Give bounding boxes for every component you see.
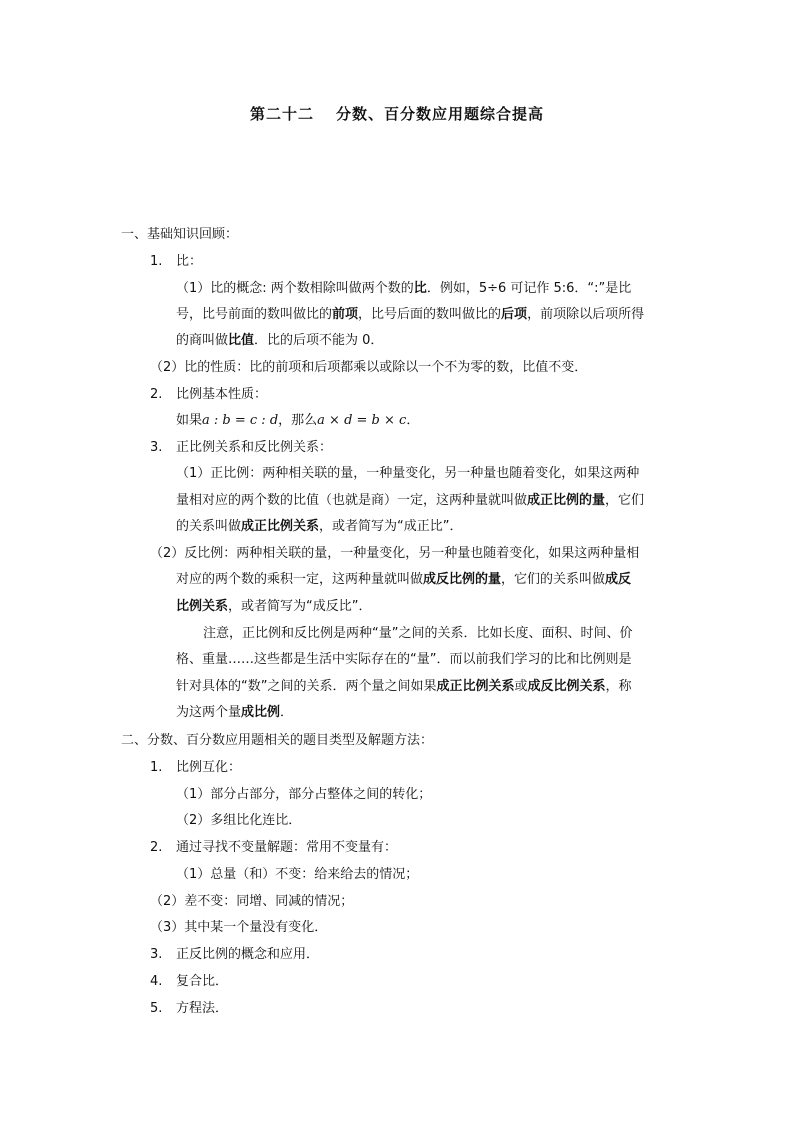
- term-ratio-value: 比值: [228, 333, 255, 348]
- s2-item2-sub1: （1）总量（和）不变：给来给去的情况；: [176, 867, 419, 882]
- formula-condition: a : b = c : d: [202, 413, 279, 428]
- page-title: [0, 103, 794, 124]
- direct-proportion-line2: 量相对应的两个数的比值（也就是商）一定，这两种量就叫做成正比例的量，它们: [176, 493, 645, 508]
- s2-item1-sub2: （2）多组比化连比．: [176, 813, 302, 828]
- proportion-formula: 如果a : b = c : d，那么a × d = b × c．: [176, 413, 420, 428]
- s2-item5: 5. 方程法．: [150, 1001, 229, 1016]
- s1-item3-heading: 3. 正比例关系和反比例关系：: [150, 440, 333, 455]
- s1-item2-heading: 2. 比例基本性质：: [150, 387, 268, 402]
- s1-item1-number: 1.: [150, 254, 163, 269]
- note-line3: 针对具体的“数”之间的关系．两个量之间如果成正比例关系或成反比例关系，称: [176, 679, 632, 694]
- ratio-property: （2）比的性质：比的前项和后项都乘以或除以一个不为零的数，比值不变．: [150, 360, 588, 375]
- note-line2: 格、重量……这些都是生活中实际存在的“量”．而以前我们学习的比和比例则是: [176, 652, 632, 667]
- s2-item1-heading: 1. 比例互化：: [150, 760, 242, 775]
- title-topic: 分数、百分数应用题综合提高: [336, 105, 545, 123]
- s2-item3: 3. 正反比例的概念和应用．: [150, 947, 320, 962]
- ratio-concept-line1: （1）比的概念: 两个数相除叫做两个数的比．例如，5÷6 可记作 5:6．“:”是比: [176, 281, 632, 296]
- s2-item2-sub2: （2）差不变：同增、同减的情况；: [150, 894, 354, 909]
- term-antecedent: 前项: [332, 307, 359, 322]
- s1-item1-label: 比：: [176, 254, 203, 269]
- note-line1: 注意，正比例和反比例是两种“量”之间的关系．比如长度、面积、时间、价: [203, 626, 633, 641]
- s1-item1-heading: [150, 252, 202, 272]
- term-ratio: 比: [413, 281, 427, 296]
- term-consequent: 后项: [501, 307, 528, 322]
- note-line4: 为这两个量成比例．: [176, 705, 294, 720]
- s2-item2-heading: 2. 通过寻找不变量解题：常用不变量有：: [150, 840, 398, 855]
- ratio-concept-line3: 的商叫做比值．比的后项不能为 0．: [176, 333, 384, 348]
- section1-heading: 一、基础知识回顾：: [121, 227, 239, 242]
- ratio-concept-line2: 号，比号前面的数叫做比的前项，比号后面的数叫做比的后项，前项除以后项所得: [176, 307, 645, 322]
- section2-heading: 二、分数、百分数应用题相关的题目类型及解题方法：: [121, 733, 434, 748]
- s2-item2-sub3: （3）其中某一个量没有变化．: [150, 920, 328, 935]
- s2-item4: 4. 复合比．: [150, 974, 229, 989]
- title-chapter: 第二十二: [249, 105, 314, 123]
- inverse-proportion-line3: 比例关系，或者简写为“成反比”．: [176, 599, 372, 614]
- formula-result: a × d = b × c: [317, 413, 407, 428]
- s2-item1-sub1: （1）部分占部分，部分占整体之间的转化；: [176, 787, 432, 802]
- direct-proportion-line1: （1）正比例：两种相关联的量，一种量变化，另一种量也随着变化，如果这两种: [176, 466, 640, 481]
- inverse-proportion-line1: （2）反比例：两种相关联的量，一种量变化，另一种量也随着变化，如果这两种量相: [150, 546, 640, 561]
- inverse-proportion-line2: 对应的两个数的乘积一定，这两种量就叫做成反比例的量，它们的关系叫做成反: [176, 572, 632, 587]
- direct-proportion-line3: 的关系叫做成正比例关系，或者简写为“成正比”．: [176, 519, 463, 534]
